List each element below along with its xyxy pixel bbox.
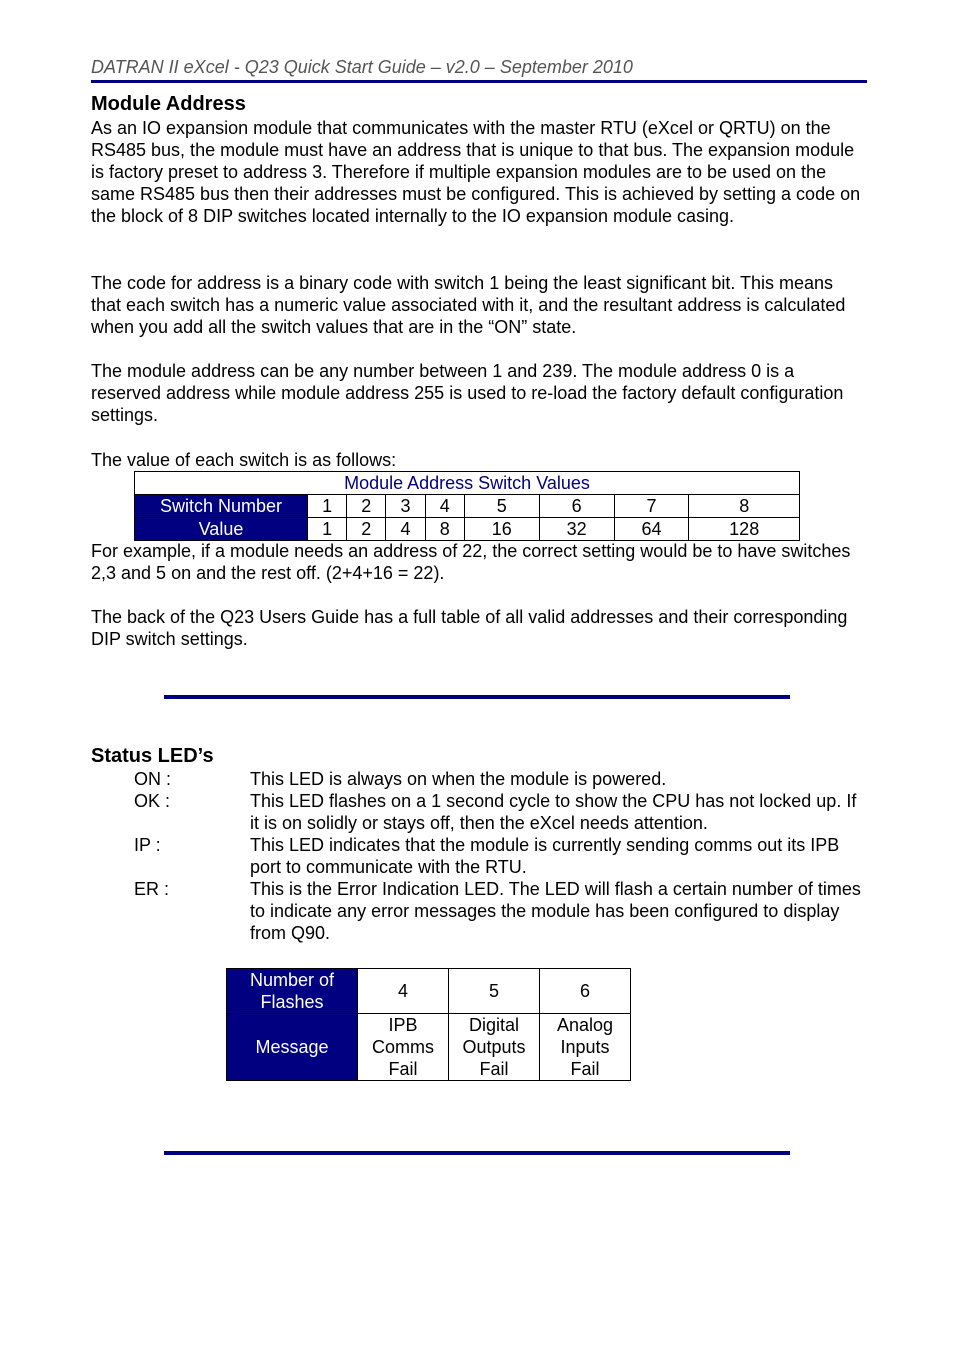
module-address-paragraph-3: The module address can be any number between 1 and 239. The module address 0 is a reserved address while module address 255 is used to re-load the factory default configuration settings. [91, 361, 844, 425]
switch-value-row [135, 518, 800, 541]
switch-number-row [135, 495, 800, 518]
switch-number-cell: 4 [425, 495, 464, 518]
switch-value-cell: 16 [464, 518, 539, 541]
led-key: ON : [134, 769, 172, 789]
led-item-ok [134, 790, 867, 834]
error-flashes-table [226, 968, 631, 1081]
module-address-paragraph-5: For example, if a module needs an address of 22, the correct setting would be to have switches 2,3 and 5 on and the rest off. (2+4+16 = 22). [91, 541, 851, 583]
section-divider [164, 695, 790, 699]
led-description: This LED is always on when the module is powered. [250, 769, 667, 789]
led-item-on [134, 768, 867, 790]
switch-value-cell: 32 [539, 518, 614, 541]
switch-value-cell: 1 [308, 518, 347, 541]
led-description: This LED flashes on a 1 second cycle to show the CPU has not locked up. If it is on solidly or stays off, then the eXcel needs attention. [250, 791, 857, 833]
flash-count-row [227, 969, 631, 1014]
page-header-title: DATRAN II eXcel - Q23 Quick Start Guide – v2.0 – September 2010 [91, 57, 633, 77]
flash-message-cell: Analog Inputs Fail [540, 1014, 631, 1081]
switch-number-cell: 3 [386, 495, 425, 518]
led-key: ER : [134, 879, 170, 899]
switch-number-cell: 5 [464, 495, 539, 518]
flash-count-cell: 4 [358, 969, 449, 1014]
flash-message-cell: Digital Outputs Fail [449, 1014, 540, 1081]
flash-message-label: Message [227, 1014, 358, 1081]
switch-value-cell: 8 [425, 518, 464, 541]
switch-values-table [134, 471, 800, 541]
flash-count-cell: 6 [540, 969, 631, 1014]
led-item-er [134, 878, 867, 944]
header-rule [91, 80, 867, 83]
switch-number-cell: 6 [539, 495, 614, 518]
switch-number-cell: 2 [347, 495, 386, 518]
switch-table-caption: Module Address Switch Values [135, 472, 800, 495]
module-address-paragraph-6: The back of the Q23 Users Guide has a full table of all valid addresses and their corresponding DIP switch settings. [91, 607, 848, 649]
flash-count-label: Number of Flashes [227, 969, 358, 1014]
led-key: IP : [134, 835, 161, 855]
section-divider [164, 1151, 790, 1155]
switch-value-cell: 4 [386, 518, 425, 541]
switch-table-caption-row [135, 472, 800, 495]
switch-number-cell: 1 [308, 495, 347, 518]
status-led-list [134, 768, 867, 944]
module-address-paragraph-1: As an IO expansion module that communicates with the master RTU (eXcel or QRTU) on the RS485 bus, the module must have an address that is unique to that bus. The expansion module is factory preset to address 3. Therefore if multiple expansion modules are to be used on the same RS485 bus then their addresses must be configured. This is achieved by setting a code on the block of 8 DIP switches located internally to the IO expansion module casing. [91, 118, 861, 226]
switch-number-cell: 8 [689, 495, 800, 518]
flash-message-row [227, 1014, 631, 1081]
status-leds-heading: Status LED’s [91, 745, 214, 767]
flash-count-cell: 5 [449, 969, 540, 1014]
flash-message-cell: IPB Comms Fail [358, 1014, 449, 1081]
led-description: This is the Error Indication LED. The LED will flash a certain number of times to indicate any error messages the module has been configured to display from Q90. [250, 879, 861, 943]
switch-value-cell: 2 [347, 518, 386, 541]
switch-value-cell: 64 [614, 518, 689, 541]
led-description: This LED indicates that the module is currently sending comms out its IPB port to communicate with the RTU. [250, 835, 840, 877]
switch-number-cell: 7 [614, 495, 689, 518]
module-address-paragraph-4: The value of each switch is as follows: [91, 450, 397, 470]
module-address-paragraph-2: The code for address is a binary code with switch 1 being the least significant bit. This means that each switch has a numeric value associated with it, and the resultant address is calculated when you add all the switch values that are in the “ON” state. [91, 273, 846, 337]
switch-value-cell: 128 [689, 518, 800, 541]
module-address-heading: Module Address [91, 93, 246, 115]
led-item-ip [134, 834, 867, 878]
switch-number-label: Switch Number [135, 495, 308, 518]
led-key: OK : [134, 791, 171, 811]
switch-value-label: Value [135, 518, 308, 541]
